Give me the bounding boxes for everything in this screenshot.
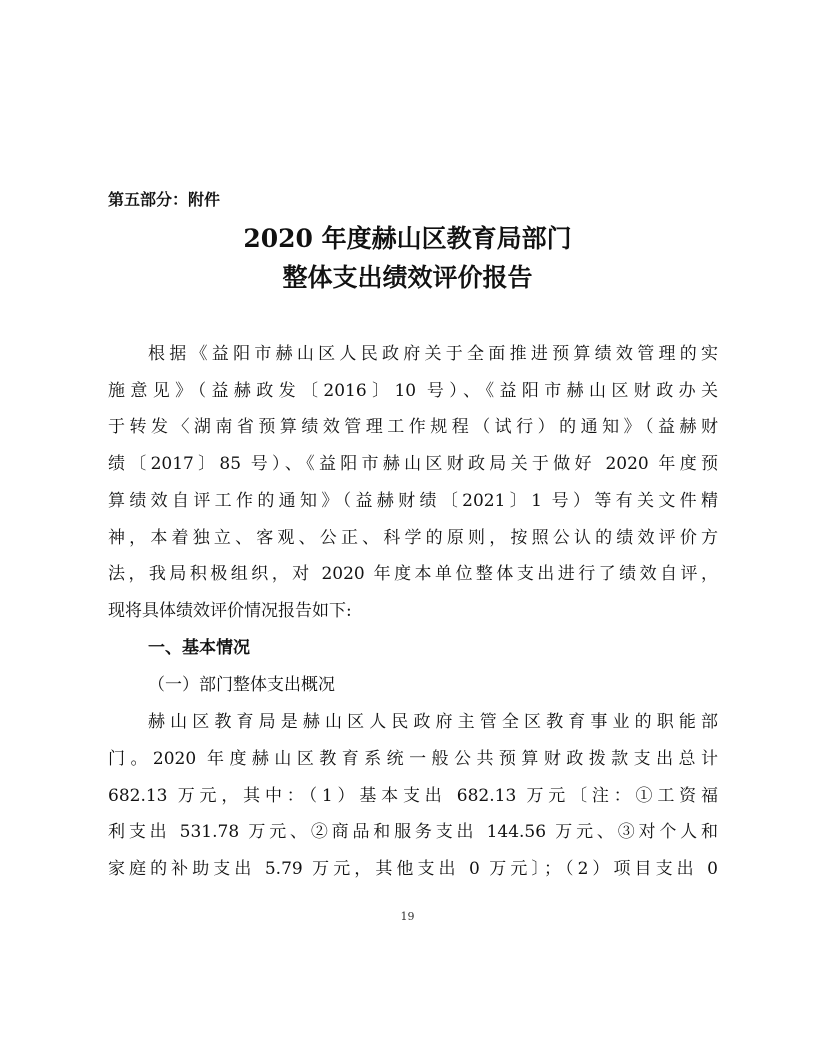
report-title-line-2: 整体支出绩效评价报告 xyxy=(282,263,533,292)
page-number: 19 xyxy=(400,910,415,923)
paragraph-line: 于转发〈湖南省预算绩效管理工作规程（试行）的通知》（益赫财 xyxy=(108,417,718,437)
paragraph-line: 家庭的补助支出 5.79 万元，其他支出 0 万元〕；（2）项目支出 0 xyxy=(108,859,718,879)
report-title-line-1: 2020 年度赫山区教育局部门 xyxy=(243,224,572,253)
heading-basic-situation: 一、基本情况 xyxy=(148,638,250,658)
paragraph-line: 法，我局积极组织，对 2020 年度本单位整体支出进行了绩效自评， xyxy=(108,564,718,584)
section-label: 第五部分：附件 xyxy=(108,190,221,209)
paragraph-line: 门。2020 年度赫山区教育系统一般公共预算财政拨款支出总计 xyxy=(108,749,718,769)
paragraph-line: 绩〔2017〕85 号）、《益阳市赫山区财政局关于做好 2020 年度预 xyxy=(108,454,718,474)
paragraph-line: 赫山区教育局是赫山区人民政府主管全区教育事业的职能部 xyxy=(148,712,718,732)
paragraph-line: 现将具体绩效评价情况报告如下: xyxy=(108,601,352,621)
paragraph-line: 神，本着独立、客观、公正、科学的原则，按照公认的绩效评价方 xyxy=(108,528,718,548)
paragraph-line: 算绩效自评工作的通知》（益赫财绩〔2021〕1 号）等有关文件精 xyxy=(108,491,718,511)
paragraph-line: 根据《益阳市赫山区人民政府关于全面推进预算绩效管理的实 xyxy=(148,344,718,364)
paragraph-line: 682.13 万元，其中：（1）基本支出 682.13 万元〔注：①工资福 xyxy=(108,786,718,806)
paragraph-line: 利支出 531.78 万元、②商品和服务支出 144.56 万元、③对个人和 xyxy=(108,822,718,842)
subheading-overall-expenditure: （一）部门整体支出概况 xyxy=(148,675,335,695)
paragraph-line: 施意见》（益赫政发〔2016〕10 号）、《益阳市赫山区财政办关 xyxy=(108,381,718,401)
